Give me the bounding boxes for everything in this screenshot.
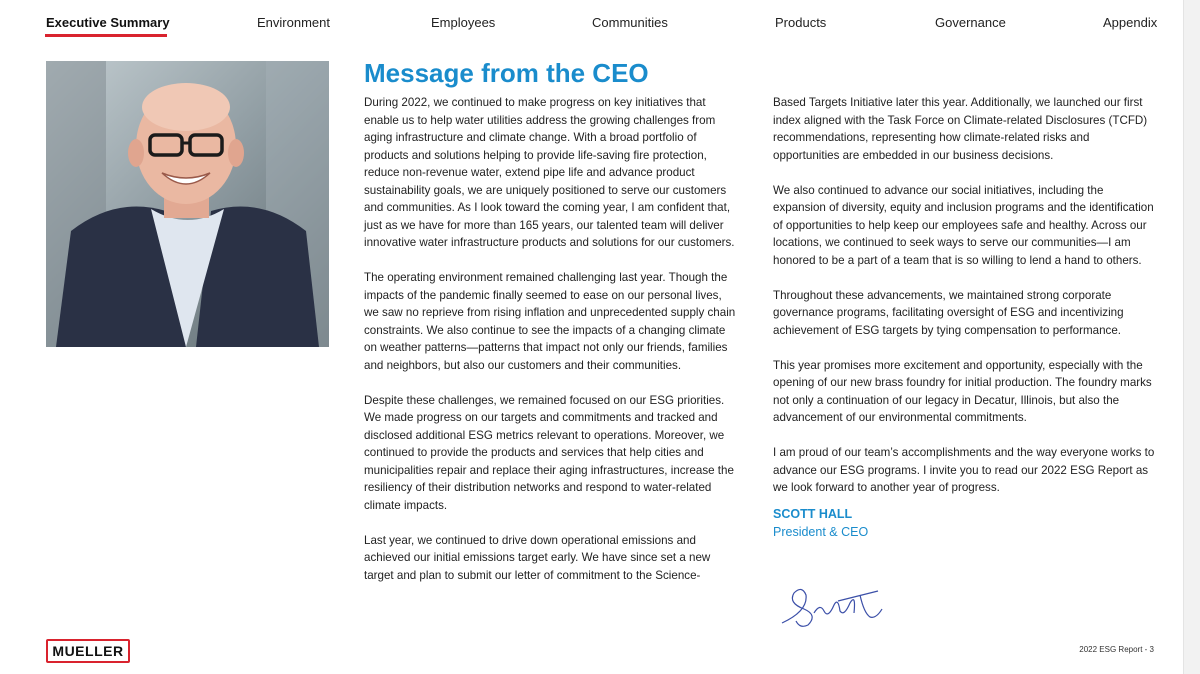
company-logo[interactable]	[46, 639, 130, 663]
paragraph: I am proud of our team’s accomplishments and the way everyone works to advance our ESG programs. I invite you to read our 2022 ESG Report as we look forward to another year of progress.	[773, 446, 1155, 494]
paragraph: Last year, we continued to drive down operational emissions and achieved our initial emissions target early. We have since set a new target and plan to submit our letter of commitment to the Science-	[364, 533, 711, 582]
nav-item-appendix[interactable]: Appendix	[1103, 15, 1158, 30]
page-title: Message from the CEO	[364, 58, 649, 88]
signatory-title: President & CEO	[773, 524, 869, 539]
paragraph: We also continued to advance our social initiatives, including the expansion of diversity, equity and inclusion programs and the identification of opportunities to help keep our employees safe and healthy. Across our locations, we continued to seek ways to serve our communities—I am honored to be a part of a team that is so willing to lend a hand to others.	[773, 183, 1154, 267]
nav-item-employees[interactable]: Employees	[431, 15, 496, 30]
paragraph: Throughout these advancements, we maintained strong corporate governance programs, facilitating oversight of ESG and incentivizing achievement of ESG targets by tying compensation to performance.	[773, 288, 1124, 337]
paragraph: Based Targets Initiative later this year. Additionally, we launched our first index aligned with the Task Force on Climate-related Disclosures (TCFD) recommendations, representing how climate-related risks and opportunities are embedded in our business decisions.	[773, 96, 1148, 162]
page-number-label: 2022 ESG Report - 3	[1079, 645, 1154, 654]
letter-column-right	[773, 94, 1158, 541]
active-tab-underline	[45, 34, 167, 37]
nav-item-environment[interactable]: Environment	[257, 15, 330, 30]
nav-item-governance[interactable]: Governance	[935, 15, 1006, 30]
paragraph: This year promises more excitement and opportunity, especially with the opening of our new brass foundry for initial production. The foundry marks not only a continuation of our legacy in Decatur, Illinois, but also the advancement of our environmental commitments.	[773, 358, 1152, 424]
scrollbar-track[interactable]	[1183, 0, 1200, 674]
nav-item-products[interactable]: Products	[775, 15, 827, 30]
top-nav	[0, 0, 1200, 40]
nav-item-communities[interactable]: Communities	[592, 15, 668, 30]
paragraph: Despite these challenges, we remained focused on our ESG priorities. We made progress on our targets and commitments and tracked and disclosed additional ESG metrics relevant to operations. Moreover, we continued to provide the products and services that help cities and municipalities repair and replace their aging infrastructures, increase the resiliency of their distribution networks and respond to water-related climate impacts.	[364, 393, 734, 512]
signatory-name: SCOTT HALL	[773, 506, 853, 521]
paragraph: During 2022, we continued to make progress on key initiatives that enable us to help water utilities address the growing challenges from aging infrastructure and climate change. With a broad portfolio of products and solutions helping to provide life-saving fire protection, reduce non-revenue water, extend pipe life and advance product sustainability goals, we are uniquely positioned to serve our customers and communities. As I look toward the coming year, I am confident that, just as we have for more than 165 years, our talented team will deliver innovative water infrastructure products and solutions for our customers.	[364, 96, 735, 249]
signature-image	[778, 583, 888, 628]
logo-text: MUELLER	[52, 643, 124, 659]
letter-column-left	[364, 94, 739, 602]
nav-item-executive-summary[interactable]: Executive Summary	[46, 15, 170, 30]
ceo-photo	[46, 61, 329, 347]
paragraph: The operating environment remained challenging last year. Though the impacts of the pandemic finally seemed to ease on our personal lives, we saw no reprieve from rising inflation and unprecedented supply chain constraints. We also continue to see the impacts of a changing climate on weather patterns—patterns that impact not only our friends, families and neighbors, but also our customers and their communities.	[364, 271, 736, 372]
